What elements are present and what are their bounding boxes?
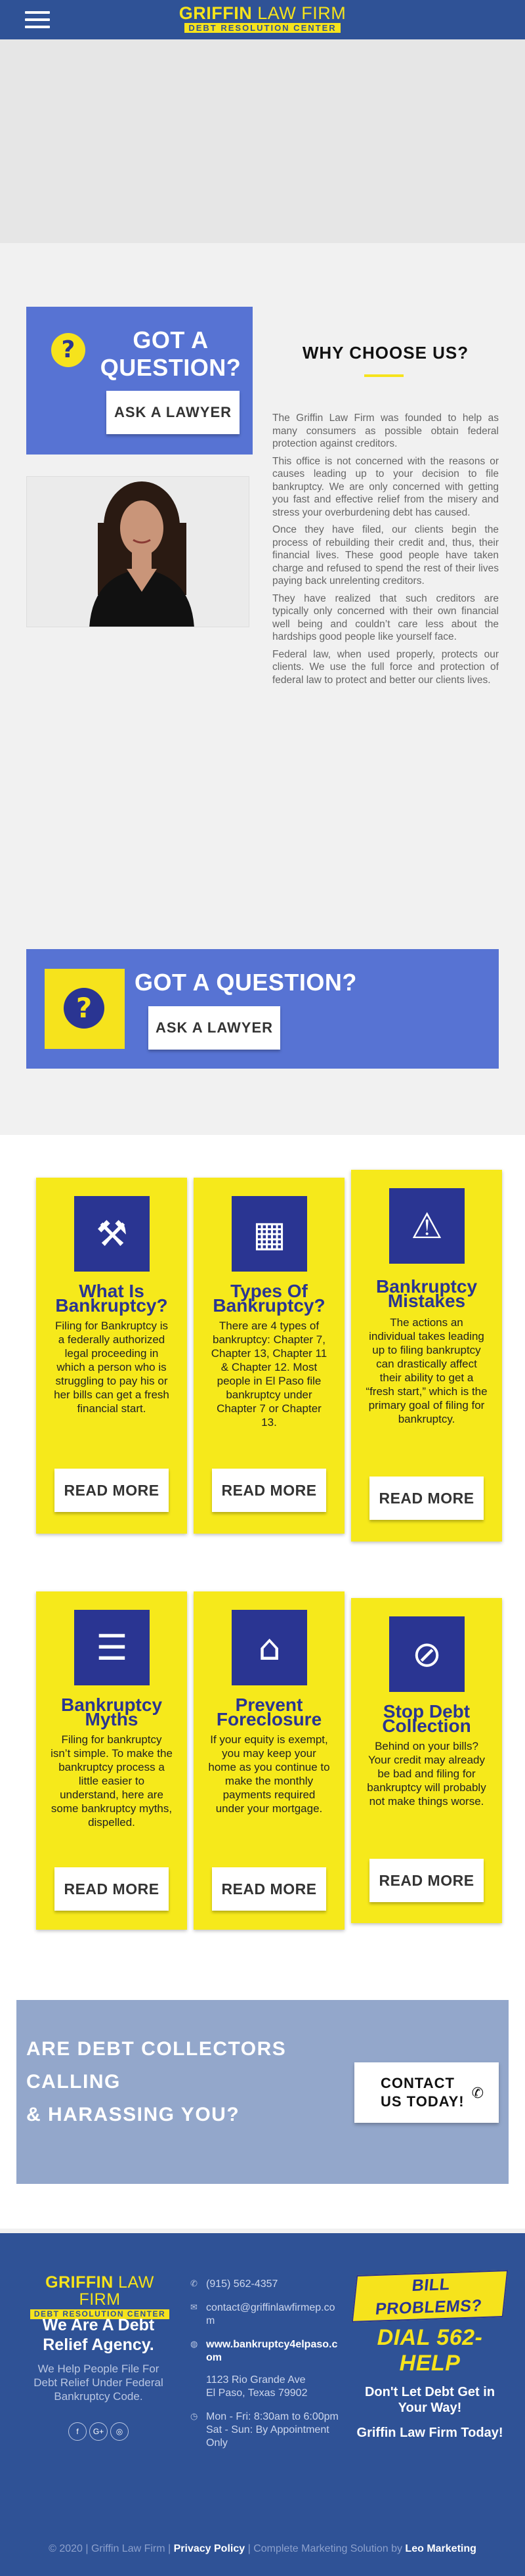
hamburger-menu-icon[interactable] bbox=[25, 11, 50, 28]
clock-icon: ◷ bbox=[190, 2412, 198, 2422]
read-more-button[interactable]: READ MORE bbox=[369, 1477, 484, 1520]
paragraph: The Griffin Law Firm was founded to help as many consumers as possible obtain federal protection against creditors. bbox=[272, 412, 499, 449]
card-title: Prevent Foreclosure bbox=[216, 1695, 322, 1729]
question-icon-box bbox=[45, 969, 125, 1049]
title-underline bbox=[364, 374, 404, 377]
footer-contact bbox=[190, 2278, 341, 2460]
warning-icon: ⚠ bbox=[389, 1188, 465, 1264]
read-more-button[interactable]: READ MORE bbox=[212, 1469, 326, 1512]
card-title: What Is Bankruptcy? bbox=[55, 1281, 168, 1316]
table-icon: ▦ bbox=[232, 1196, 307, 1272]
logo-wordmark: GRIFFIN LAW FIRM bbox=[178, 3, 346, 23]
copyright: © 2020 | Griffin Law Firm | Privacy Policy | Complete Marketing Solution by Leo Marketing bbox=[49, 2543, 476, 2554]
ban-icon: ⊘ bbox=[389, 1616, 465, 1692]
question-title: GOT A QUESTION? bbox=[100, 326, 242, 381]
card-title: Stop Debt Collection bbox=[382, 1701, 471, 1736]
question-box bbox=[26, 307, 253, 455]
why-choose-us-title: WHY CHOOSE US? bbox=[302, 343, 469, 363]
card-description: Behind on your bills? Your credit may already be bad and filing for bankruptcy will probably not make things worse. bbox=[367, 1740, 486, 1808]
gavel-icon: ⚒ bbox=[74, 1196, 150, 1272]
read-more-button[interactable]: READ MORE bbox=[54, 1867, 169, 1911]
email-row[interactable]: ✉ contact@griffinlawfirmep.com bbox=[190, 2302, 335, 2326]
read-more-button[interactable]: READ MORE bbox=[54, 1469, 169, 1512]
site-header bbox=[0, 0, 525, 39]
read-more-button[interactable]: READ MORE bbox=[369, 1859, 484, 1902]
contact-us-button[interactable]: CONTACT US TODAY! ✆ bbox=[354, 2062, 499, 2123]
ask-lawyer-button[interactable]: ASK A LAWYER bbox=[148, 1006, 280, 1050]
card-description: Filing for bankruptcy isn’t simple. To make the bankruptcy process a little easier to understand, here are some bankruptcy myths, dispelled. bbox=[51, 1733, 173, 1829]
database-icon: ☰ bbox=[74, 1610, 150, 1685]
hours-row: ◷ Mon - Fri: 8:30am to 6:00pm Sat - Sun: By Appointment Only bbox=[190, 2411, 339, 2449]
promo-line: Griffin Law Firm Today! bbox=[356, 2426, 503, 2440]
site-logo[interactable] bbox=[171, 4, 354, 34]
footer-logo[interactable]: GRIFFIN LAW FIRM DEBT RESOLUTION CENTER bbox=[28, 2274, 172, 2320]
service-card-stop-debt-collection bbox=[351, 1598, 502, 1923]
instagram-icon[interactable]: ◎ bbox=[110, 2422, 129, 2441]
card-title: Bankruptcy Mistakes bbox=[375, 1276, 478, 1311]
website-row[interactable]: ◍ www.bankruptcy4elpaso.com 1123 Rio Grande Ave El Paso, Texas 79902 bbox=[190, 2338, 341, 2400]
question-icon: ? bbox=[51, 333, 85, 367]
footer-promo bbox=[354, 2273, 505, 2441]
social-links bbox=[66, 2422, 131, 2441]
card-description: If your equity is exempt, you may keep your home as you continue to make the monthly payments required under your mortgage. bbox=[208, 1733, 330, 1815]
cta-heading: ARE DEBT COLLECTORS CALLING & HARASSING YOU? bbox=[26, 2038, 287, 2125]
card-description: Filing for Bankruptcy is a federally authorized legal proceeding in which a person who is struggling to pay his or her bills can get a fresh financial start. bbox=[54, 1320, 169, 1415]
phone-row[interactable]: ✆ (915) 562-4357 bbox=[190, 2278, 278, 2290]
paragraph: Once they have filed, our clients begin the process of rebuilding their credit and, thus, their financial lives. These good people have taken charge and refused to spend the rest of their lives paying back unrelenting creditors. bbox=[272, 524, 499, 587]
address: 1123 Rio Grande Ave El Paso, Texas 79902 bbox=[206, 2374, 308, 2399]
question-title: GOT A QUESTION? bbox=[135, 969, 357, 996]
facebook-icon[interactable]: f bbox=[68, 2422, 87, 2441]
service-card-bankruptcy-myths bbox=[36, 1591, 187, 1930]
card-title: Types Of Bankruptcy? bbox=[213, 1281, 326, 1316]
attorney-photo bbox=[26, 476, 249, 627]
read-more-button[interactable]: READ MORE bbox=[212, 1867, 326, 1911]
logo-subtitle: DEBT RESOLUTION CENTER bbox=[184, 23, 340, 33]
footer-tagline: We Are A Debt Relief Agency. bbox=[42, 2316, 155, 2354]
agency-link[interactable]: Leo Marketing bbox=[405, 2543, 476, 2554]
home-icon: ⌂ bbox=[232, 1610, 307, 1685]
service-card-bankruptcy-mistakes bbox=[351, 1170, 502, 1542]
paragraph: They have realized that such creditors are typically only concerned with their own financial well being and couldn’t care less about the hardships good people like yourself face. bbox=[272, 592, 499, 642]
question-icon: ? bbox=[64, 988, 104, 1029]
bill-problems-badge: BILL PROBLEMS? bbox=[352, 2270, 509, 2322]
card-description: The actions an individual takes leading up to filing bankruptcy can drastically affect their ability to get a “fresh start,” which is the primary goal of filing for bankruptcy. bbox=[366, 1316, 488, 1425]
phone-icon: ✆ bbox=[190, 2279, 198, 2289]
footer-description: We Help People File For Debt Relief Under Federal Bankruptcy Code. bbox=[33, 2363, 163, 2403]
paragraph: Federal law, when used properly, protects our clients. We use the full force and protection of federal law to protect and better our clients lives. bbox=[272, 648, 499, 686]
card-description: There are 4 types of bankruptcy: Chapter 7, Chapter 13, Chapter 11 & Chapter 12. Most people in El Paso file bankruptcy under Chapter 7 or Chapter 13. bbox=[211, 1320, 327, 1429]
service-card-types-of-bankruptcy bbox=[194, 1178, 345, 1534]
site-footer bbox=[0, 2233, 525, 2576]
ask-lawyer-button[interactable]: ASK A LAWYER bbox=[106, 391, 240, 434]
service-card-what-is-bankruptcy bbox=[36, 1178, 187, 1534]
cta-banner bbox=[16, 2000, 509, 2184]
service-card-prevent-foreclosure bbox=[194, 1591, 345, 1930]
phone-icon: ✆ bbox=[471, 2085, 484, 2102]
promo-line: Don't Let Debt Get in Your Way! bbox=[364, 2385, 495, 2415]
envelope-icon: ✉ bbox=[190, 2303, 198, 2313]
globe-icon: ◍ bbox=[190, 2340, 198, 2349]
hero-placeholder bbox=[0, 39, 525, 243]
paragraph: This office is not concerned with the reasons or causes leading up to your decision to file bankruptcy. We are only concerned with getting you fast and effective relief from the misery and stress your overburdening debt has caused. bbox=[272, 455, 499, 518]
card-title: Bankruptcy Myths bbox=[60, 1695, 163, 1729]
google-plus-icon[interactable]: G+ bbox=[89, 2422, 108, 2441]
why-choose-us-text bbox=[272, 412, 499, 691]
dial-help-text[interactable]: DIAL 562-HELP bbox=[377, 2325, 483, 2376]
question-banner bbox=[26, 949, 499, 1069]
privacy-policy-link[interactable]: Privacy Policy bbox=[173, 2543, 245, 2554]
